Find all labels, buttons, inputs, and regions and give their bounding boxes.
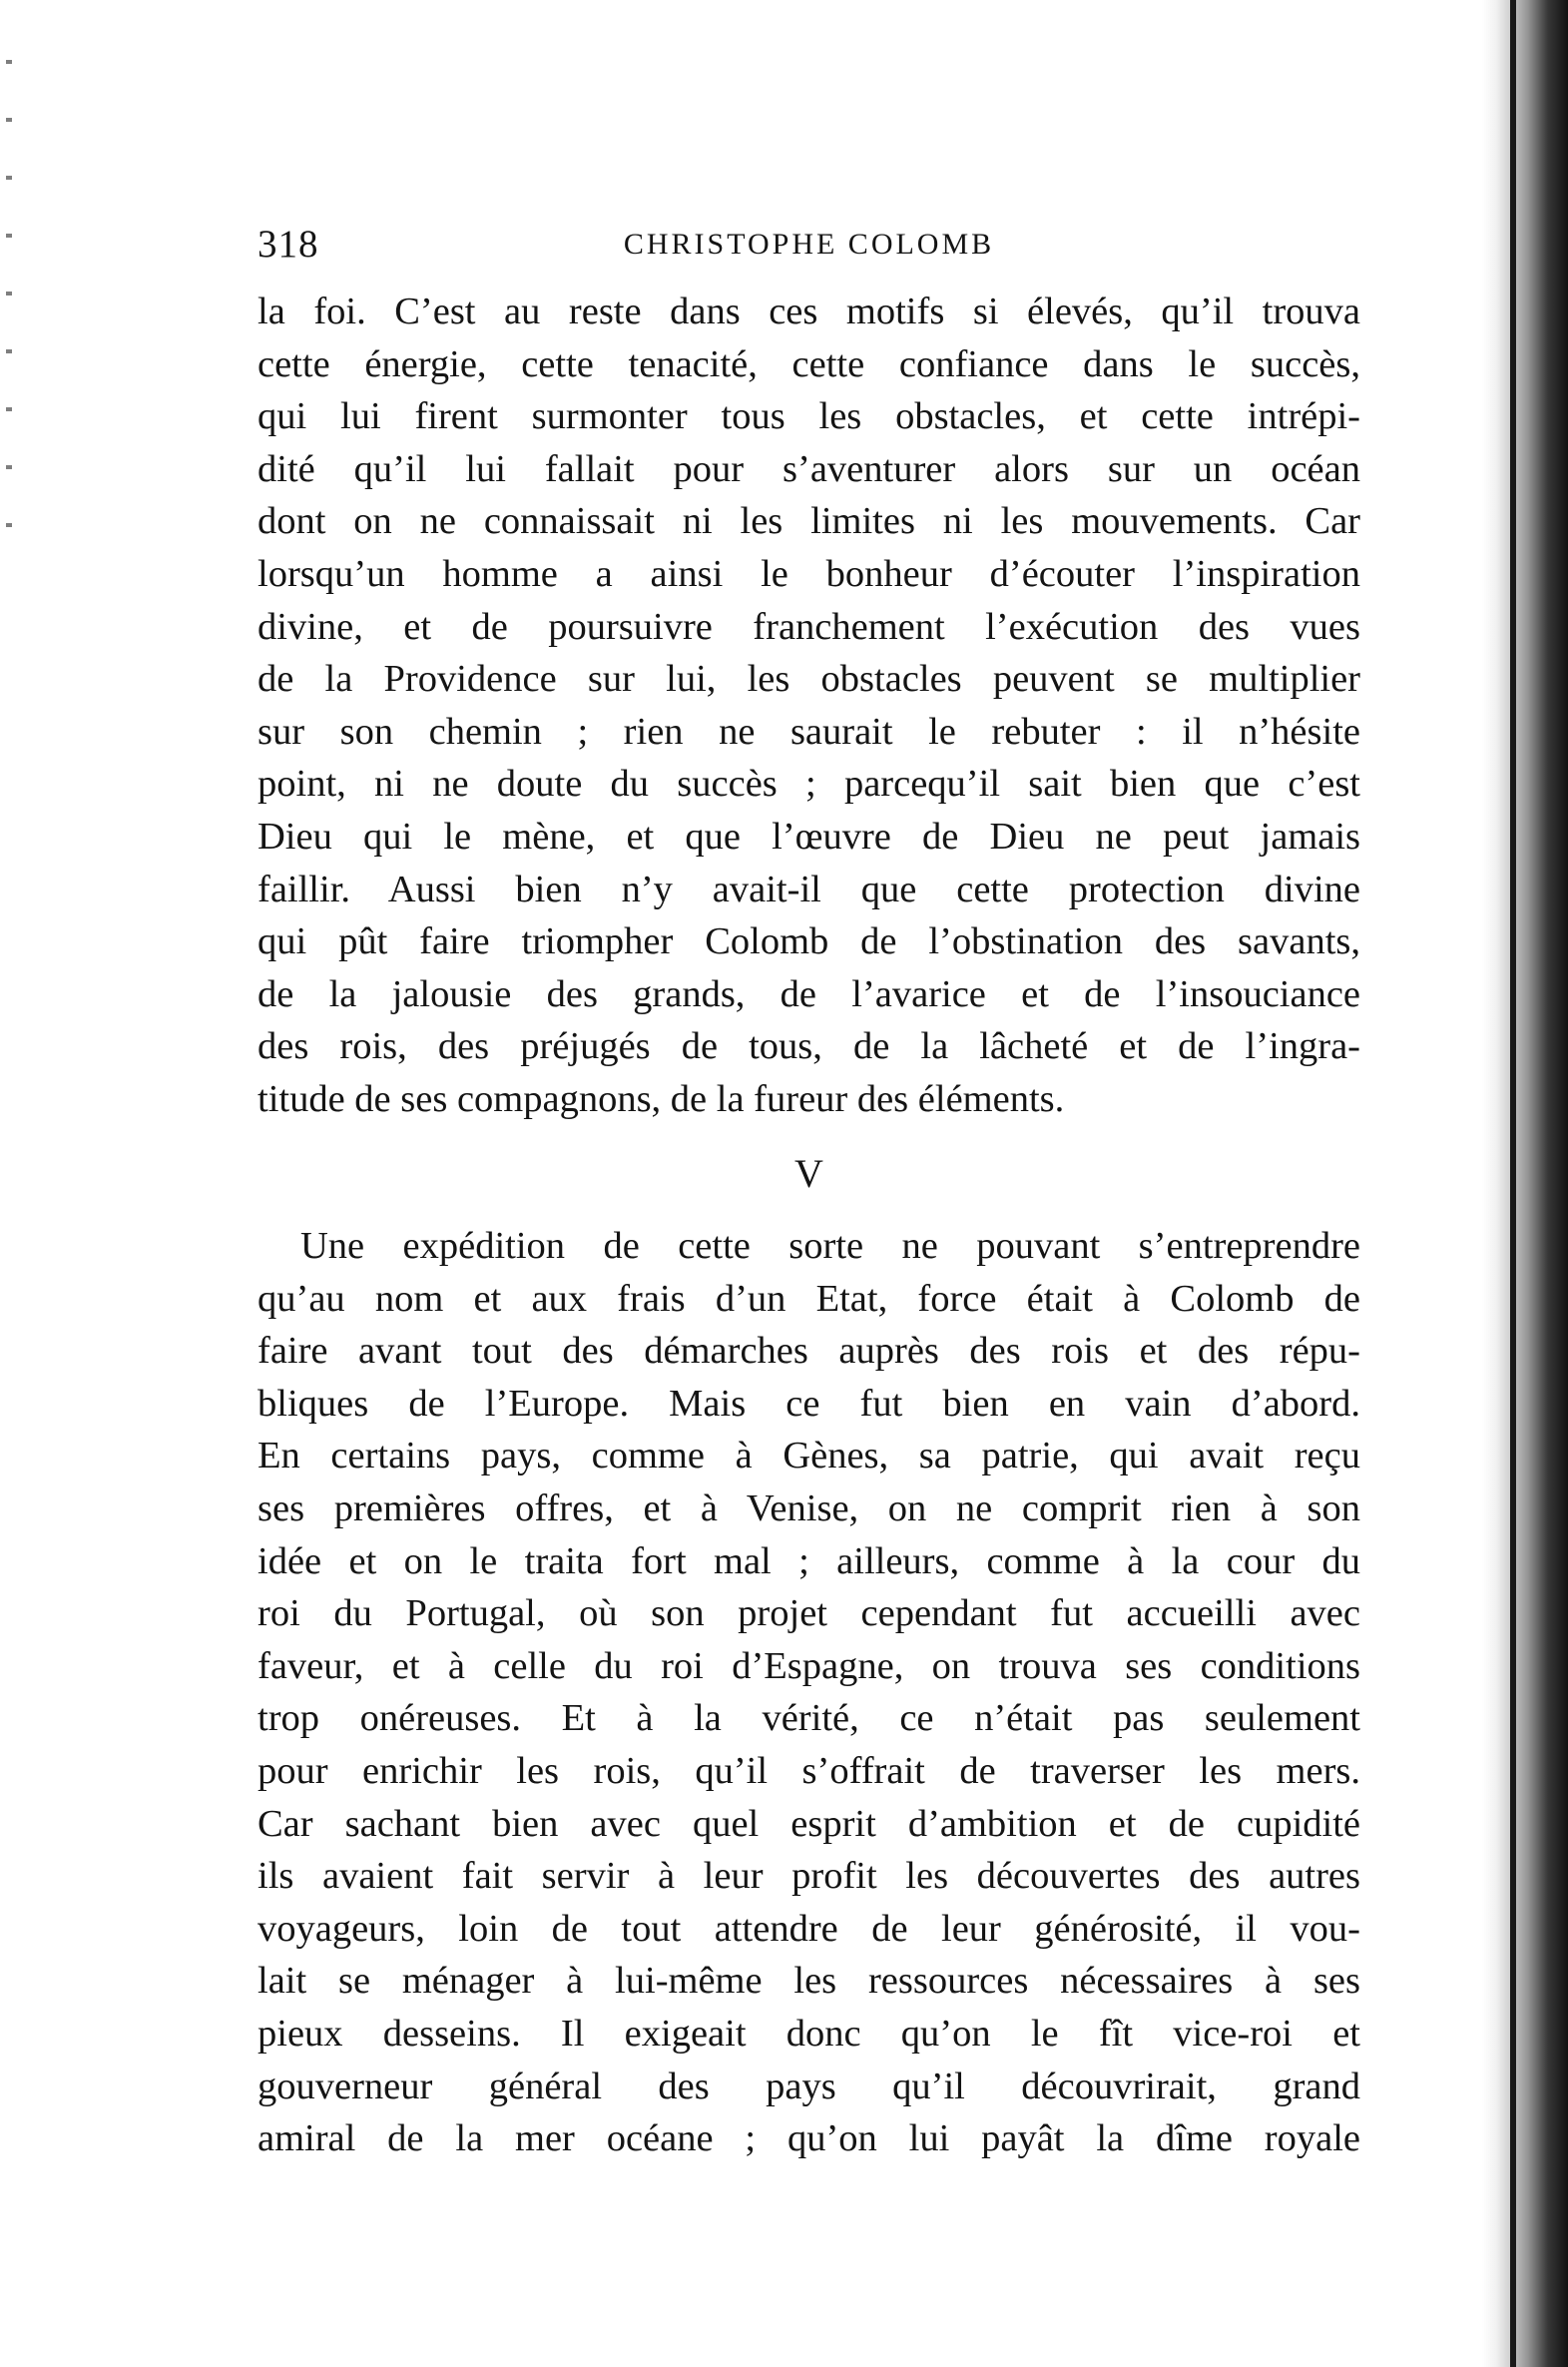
text-line: faire avant tout des démarches auprès des rois et des répu- — [258, 1330, 1360, 1373]
text-line: Dieu qui le mène, et que l’œuvre de Dieu ne peut jamais — [258, 815, 1360, 858]
page-header — [258, 222, 1360, 282]
paragraph-1 — [258, 286, 1360, 1126]
text-line: divine, et de poursuivre franchement l’exécution des vues — [258, 605, 1360, 648]
paragraph-2 — [258, 1220, 1360, 2165]
text-line: En certains pays, comme à Gènes, sa patrie, qui avait reçu — [258, 1435, 1360, 1478]
text-line: lait se ménager à lui-même les ressources nécessaires à ses — [258, 1960, 1360, 2003]
scan-specks — [6, 60, 12, 579]
text-line: faillir. Aussi bien n’y avait-il que cette protection divine — [258, 868, 1360, 910]
text-line: cette énergie, cette tenacité, cette confiance dans le succès, — [258, 342, 1360, 385]
binding-shadow — [1482, 0, 1568, 2367]
text-line: qui lui firent surmonter tous les obstacles, et cette intrépi- — [258, 395, 1360, 438]
section-heading: V — [794, 1151, 823, 1196]
text-line: dont on ne connaissait ni les limites ni les mouvements. Car — [258, 500, 1360, 543]
text-line: faveur, et à celle du roi d’Espagne, on trouva ses conditions — [258, 1644, 1360, 1687]
text-line: de la Providence sur lui, les obstacles peuvent se multiplier — [258, 658, 1360, 701]
text-line: lorsqu’un homme a ainsi le bonheur d’écouter l’inspiration — [258, 552, 1360, 595]
text-line: Une expédition de cette sorte ne pouvant s’entreprendre — [300, 1225, 1360, 1267]
text-line: des rois, des préjugés de tous, de la lâcheté et de l’ingra- — [258, 1025, 1360, 1068]
text-line: voyageurs, loin de tout attendre de leur générosité, il vou- — [258, 1907, 1360, 1950]
text-line: trop onéreuses. Et à la vérité, ce n’était pas seulement — [258, 1697, 1360, 1740]
text-line: roi du Portugal, où son projet cependant fut accueilli avec — [258, 1592, 1360, 1635]
text-line: dité qu’il lui fallait pour s’aventurer alors sur un océan — [258, 447, 1360, 490]
text-line: de la jalousie des grands, de l’avarice et de l’insouciance — [258, 972, 1360, 1015]
text-line: bliques de l’Europe. Mais ce fut bien en vain d’abord. — [258, 1382, 1360, 1425]
text-line: point, ni ne doute du succès ; parcequ’il sait bien que c’est — [258, 763, 1360, 806]
text-line: amiral de la mer océane ; qu’on lui payât la dîme royale — [258, 2117, 1360, 2160]
text-line: pieux desseins. Il exigeait donc qu’on le fît vice-roi et — [258, 2012, 1360, 2055]
running-title: CHRISTOPHE COLOMB — [623, 228, 995, 261]
page-number: 318 — [258, 223, 319, 266]
text-line: qui pût faire triompher Colomb de l’obstination des savants, — [258, 920, 1360, 963]
text-line: gouverneur général des pays qu’il découvrirait, grand — [258, 2065, 1360, 2107]
text-line: sur son chemin ; rien ne saurait le rebuter : il n’hésite — [258, 710, 1360, 753]
text-line: qu’au nom et aux frais d’un Etat, force était à Colomb de — [258, 1277, 1360, 1320]
text-line: la foi. C’est au reste dans ces motifs si élevés, qu’il trouva — [258, 291, 1360, 332]
text-line: idée et on le traita fort mal ; ailleurs, comme à la cour du — [258, 1539, 1360, 1582]
text-line: ils avaient fait servir à leur profit les découvertes des autres — [258, 1855, 1360, 1898]
text-line: titude de ses compagnons, de la fureur des éléments. — [258, 1077, 1065, 1120]
binding-edge-line — [1510, 0, 1516, 2367]
text-line: ses premières offres, et à Venise, on ne comprit rien à son — [258, 1486, 1360, 1529]
text-line: pour enrichir les rois, qu’il s’offrait de traverser les mers. — [258, 1749, 1360, 1792]
text-line: Car sachant bien avec quel esprit d’ambition et de cupidité — [258, 1802, 1360, 1845]
